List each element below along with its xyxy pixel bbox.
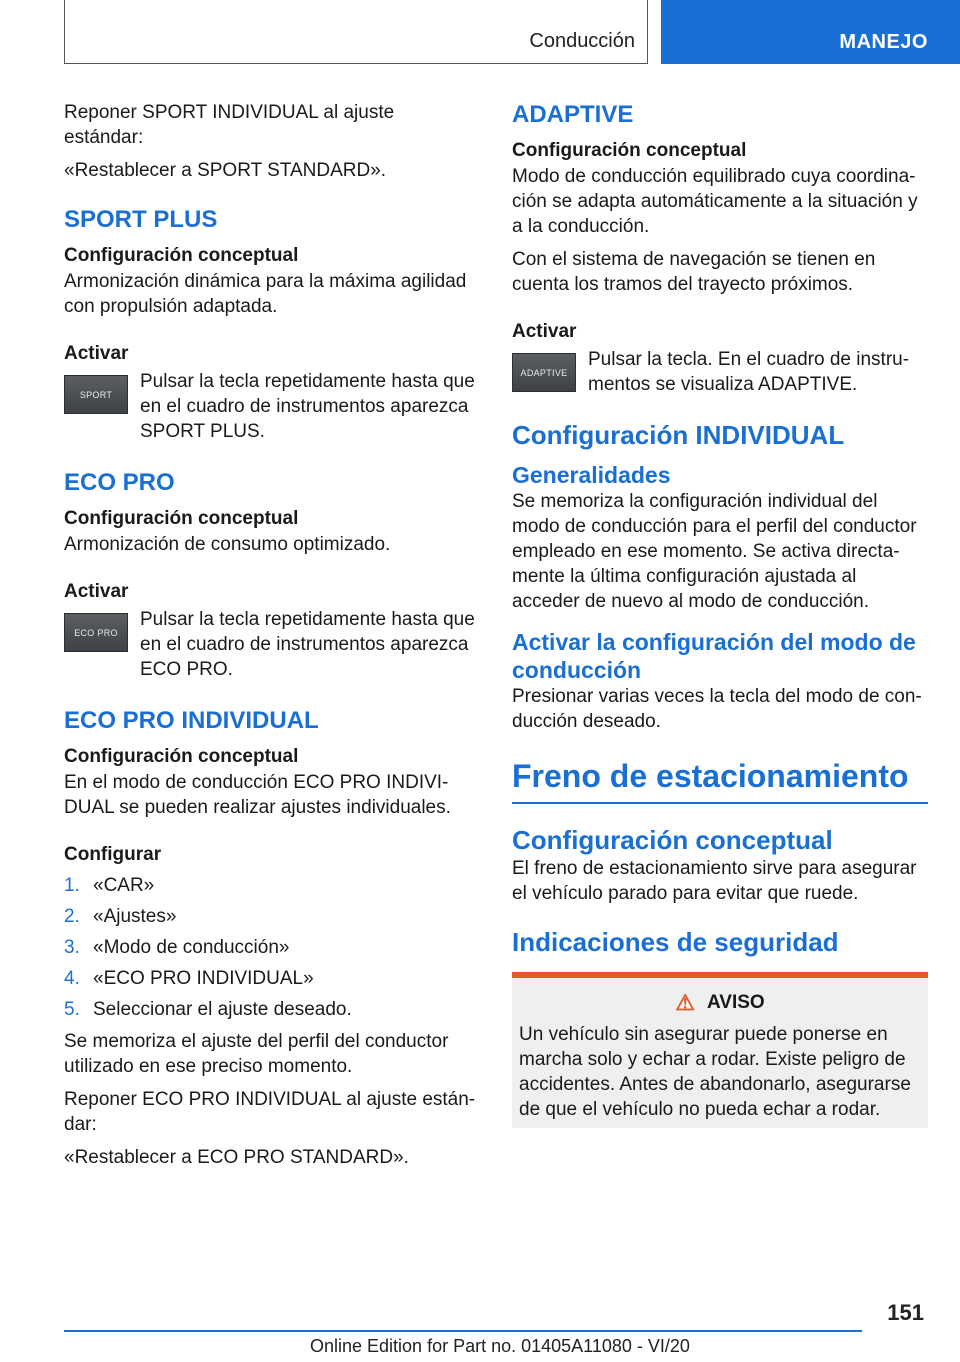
adaptive-concept-text: Modo de conducción equilibrado cuya coordina-ción se adapta automáticamente a la situación y a la conducción. [512, 166, 918, 237]
adaptive-activate-heading: Activar [512, 321, 577, 342]
step-number: 3. [64, 937, 80, 958]
title-rule [512, 802, 928, 804]
reset-sport-text: Reponer SPORT INDIVIDUAL al ajuste estándar: [64, 102, 395, 148]
eco-pro-activate-heading: Activar [64, 581, 129, 602]
list-item [64, 870, 476, 901]
header-chapter-tab [661, 0, 960, 64]
eco-pro-individual-concept-text: En el modo de conducción ECO PRO INDIVI-DUAL se pueden realizar ajustes individuales. [64, 772, 451, 818]
individual-activate-heading: Activar la configuración del modo de conducción [512, 629, 916, 683]
restore-eco-text: «Restablecer a ECO PRO STANDARD». [64, 1147, 409, 1168]
header-section-title: Conducción [529, 30, 635, 52]
warning-title-row [519, 990, 921, 1016]
configure-heading: Configurar [64, 844, 162, 865]
step-number: 5. [64, 999, 80, 1020]
sport-key-row [64, 369, 476, 444]
sport-plus-activate-heading: Activar [64, 343, 129, 364]
eco-pro-individual-title: ECO PRO INDIVIDUAL [64, 707, 319, 734]
general-text: Se memoriza la configuración individual del modo de conducción para el perfil del conductor empleado en ese momento. Se activa directa-mente la última configuración ajustada al acceder de nuevo al modo de conducción. [512, 491, 917, 612]
eco-pro-activate-line: Pulsar la tecla repetidamente hasta que en el cuadro de instrumentos aparezca ECO PRO. [140, 609, 475, 680]
step-text: «Ajustes» [93, 906, 177, 927]
header-section-box [64, 0, 648, 64]
parking-concept-heading: Configuración conceptual [512, 824, 833, 855]
parking-concept-text: El freno de estacionamiento sirve para asegurar el vehículo parado para evitar que ruede. [512, 857, 917, 904]
individual-title: Configuración INDIVIDUAL [512, 420, 845, 450]
individual-activate-text: Presionar varias veces la tecla del modo de con-ducción deseado. [512, 686, 922, 732]
warning-box [512, 972, 928, 1128]
footer-edition: Online Edition for Part no. 01405A11080 - VI/20 [310, 1336, 690, 1356]
restore-sport-text: «Restablecer a SPORT STANDARD». [64, 160, 387, 181]
general-heading: Generalidades [512, 462, 671, 488]
sport-plus-title: SPORT PLUS [64, 206, 218, 233]
adaptive-concept-heading: Configuración conceptual [512, 140, 747, 161]
memorize-text: Se memoriza el ajuste del perfil del conductor utilizado en ese preciso momento. [64, 1031, 449, 1077]
step-text: Seleccionar el ajuste deseado. [93, 999, 352, 1020]
sport-plus-concept-heading: Configuración conceptual [64, 245, 299, 266]
adaptive-nav-text: Con el sistema de navegación se tienen en cuenta los tramos del trayecto próximos. [512, 249, 876, 295]
eco-pro-concept-text: Armonización de consumo optimizado. [64, 534, 391, 555]
step-text: «ECO PRO INDIVIDUAL» [93, 968, 314, 989]
safety-heading: Indicaciones de seguridad [512, 926, 839, 957]
list-item [64, 994, 476, 1025]
header-chapter-label: MANEJO [839, 31, 928, 53]
step-number: 2. [64, 906, 80, 927]
list-item [64, 963, 476, 994]
right-column [512, 100, 928, 1128]
adaptive-key-image: ADAPTIVE [512, 353, 576, 392]
sport-key-image: SPORT [64, 375, 128, 414]
adaptive-key-row [512, 347, 928, 397]
adaptive-title: ADAPTIVE [512, 101, 634, 128]
footer-rule [64, 1330, 862, 1332]
sport-plus-concept-text: Armonización dinámica para la máxima agilidad con propulsión adaptada. [64, 271, 467, 317]
eco-pro-title: ECO PRO [64, 469, 175, 496]
warning-triangle-icon: ⚠ [675, 989, 695, 1015]
step-text: «CAR» [93, 875, 155, 896]
step-number: 1. [64, 875, 80, 896]
eco-pro-concept-heading: Configuración conceptual [64, 508, 299, 529]
step-text: «Modo de conducción» [93, 937, 290, 958]
list-item [64, 901, 476, 932]
eco-pro-individual-concept-heading: Configuración conceptual [64, 746, 299, 767]
left-column [64, 100, 476, 1170]
parking-brake-title: Freno de estacionamiento [512, 758, 909, 794]
step-number: 4. [64, 968, 80, 989]
reset-eco-text: Reponer ECO PRO INDIVIDUAL al ajuste están-dar: [64, 1089, 476, 1135]
list-item [64, 932, 476, 963]
sport-plus-activate-line: Pulsar la tecla repetidamente hasta que en el cuadro de instrumentos aparezca SPORT PLUS. [140, 371, 475, 442]
warning-title: AVISO [707, 991, 765, 1013]
page-number: 151 [887, 1300, 924, 1325]
configure-steps-list [64, 870, 476, 1025]
warning-text: Un vehículo sin asegurar puede ponerse en marcha solo y echar a rodar. Existe peligro de accidentes. Antes de abandonarlo, asegurarse de que el vehículo no pueda echar a rodar. [519, 1023, 911, 1120]
eco-pro-key-row [64, 607, 476, 682]
eco-pro-key-image: ECO PRO [64, 613, 128, 652]
adaptive-activate-text: Pulsar la tecla. En el cuadro de instru-mentos se visualiza ADAPTIVE. [588, 349, 910, 395]
